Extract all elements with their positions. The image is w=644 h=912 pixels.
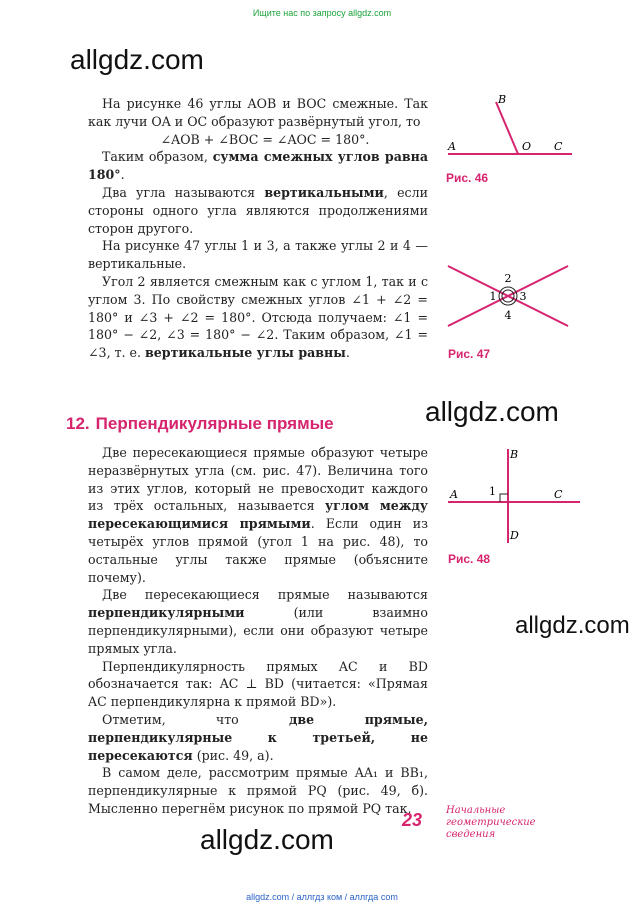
page-number: 23 [402,810,423,830]
figure-48 [444,445,584,545]
angle-label-1: 1 [489,290,497,303]
label-a: A [448,140,456,153]
section-number: 12. [66,414,90,433]
figure-46 [440,90,580,170]
paragraph: Таким образом, сумма смежных углов равна 180°. [88,149,428,183]
watermark: allgdz.com [200,824,334,855]
paragraph: Две пересекающиеся прямые образуют четыре неразвёрнутых угла (см. рис. 47). Величина того из этих углов, который не превосходит каждого из трёх остальных, называется углом между пересекающимися прямыми. Если один из четырёх углов прямой (угол 1 на рис. 48), то остальные углы также прямые (объясните почему). [88,445,428,585]
paragraph: В самом деле, рассмотрим прямые AA₁ и BB₁, перпендикулярные к прямой PQ (рис. 49, б). Мысленно перегнём рисунок по прямой PQ так, [88,765,428,816]
figure-46-caption: Рис. 46 [446,171,489,185]
angle-label-3: 3 [519,290,527,303]
figure-48-caption: Рис. 48 [448,552,491,566]
ray-ob [496,102,518,154]
intro-text [88,95,428,362]
angle-label-2: 2 [504,272,512,285]
watermark: allgdz.com [425,396,559,427]
chapter-side-note: Начальные геометрические сведения [446,805,536,840]
paragraph: На рисунке 47 углы 1 и 3, а также углы 2 и 4 — вертикальные. [88,238,428,272]
figure-47-caption: Рис. 47 [448,347,491,361]
paragraph: На рисунке 46 углы AOB и BOC смежные. Так как лучи OA и OC образуют развёрнутый угол, то [88,96,428,129]
paragraph: Два угла называются вертикальными, если стороны одного угла являются продолжениями сторон другого. [88,184,428,236]
label-b: B [498,93,507,106]
label-c: C [554,140,563,153]
paragraph: Две пересекающиеся прямые называются перпендикулярными (или взаимно перпендикулярными), если они образуют четыре прямых угла. [88,587,428,656]
label-b: B [510,448,519,461]
right-angle-mark [500,494,508,502]
paragraph: Перпендикулярность прямых AC и BD обозначается так: AC ⊥ BD (читается: «Прямая AC перпендикулярна к прямой BD»). [88,658,428,710]
paragraph: Отметим, что две прямые, перпендикулярные к третьей, не пересекаются (рис. 49, а). [88,711,428,763]
label-o: O [522,140,532,153]
formula: ∠AOB + ∠BOC = ∠AOC = 180°. [160,131,370,147]
section-title: Перпендикулярные прямые [95,414,334,433]
footer-links: allgdz.com / аллгдз ком / аллгда com [246,892,398,902]
angle-label-4: 4 [504,309,512,322]
section-text [88,444,428,818]
figure-47 [444,262,574,334]
watermark: allgdz.com [515,612,630,639]
watermark: allgdz.com [70,44,204,75]
label-a: A [450,488,458,501]
label-c: C [554,488,563,501]
section-heading [66,414,334,434]
top-search-note: Ищите нас по запросу allgdz.com [252,8,392,18]
label-d: D [510,529,519,542]
angle-label-1: 1 [489,485,496,498]
paragraph: Угол 2 является смежным как с углом 1, так и с углом 3. По свойству смежных углов ∠1 + ∠2 = 180° и ∠3 + ∠2 = 180°. Отсюда получаем: ∠1 = 180° − ∠2, ∠3 = 180° − ∠2. Таким образом, ∠1 = ∠3, т. е. вертикальные углы равны. [88,273,428,361]
